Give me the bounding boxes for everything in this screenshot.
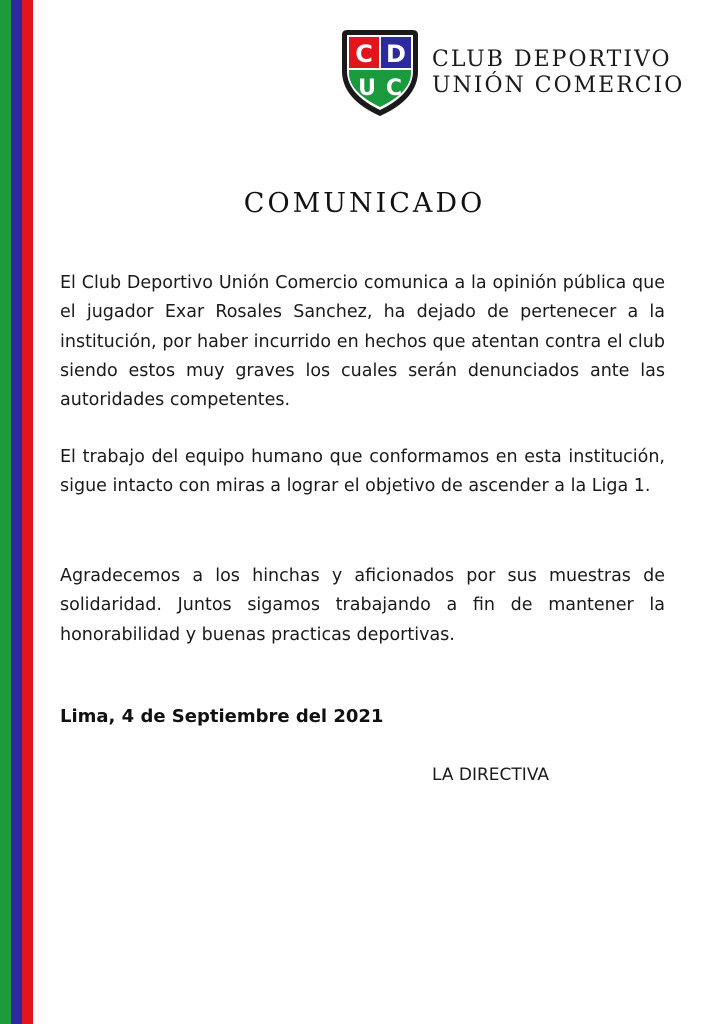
green-stripe	[0, 0, 11, 1024]
crest-letter-c: C	[355, 40, 373, 68]
red-stripe	[22, 0, 33, 1024]
side-stripes	[0, 0, 33, 1024]
club-name-line-2: UNIÓN COMERCIO	[432, 73, 685, 98]
document-date: Lima, 4 de Septiembre del 2021	[60, 706, 384, 727]
club-crest-logo	[338, 27, 422, 119]
club-name-line-1: CLUB DEPORTIVO	[432, 47, 672, 72]
crest-letter-c2: C	[385, 76, 403, 101]
paragraph-announcement: El Club Deportivo Unión Comercio comunica a la opinión pública que el jugador Exar Rosales Sanchez, ha dejado de pertenecer a la institución, por haber incurrido en hechos que atentan contra el club siendo estos muy graves los cuales serán denunciados ante las autoridades competentes.	[60, 273, 665, 411]
blue-stripe	[11, 0, 22, 1024]
crest-letter-u: U	[358, 76, 376, 101]
document-signature: LA DIRECTIVA	[432, 765, 549, 785]
paragraph-thanks: Agradecemos a los hinchas y aficionados por sus muestras de solidaridad. Juntos sigamos trabajando a fin de mantener la honorabilidad y buenas practicas deportivas.	[60, 566, 665, 645]
crest-letter-d: D	[386, 40, 406, 68]
document-title: COMUNICADO	[243, 188, 486, 219]
club-name	[432, 47, 684, 99]
paragraph-team: El trabajo del equipo humano que conformamos en esta institución, sigue intacto con miras a lograr el objetivo de ascender a la Liga 1.	[60, 447, 665, 497]
